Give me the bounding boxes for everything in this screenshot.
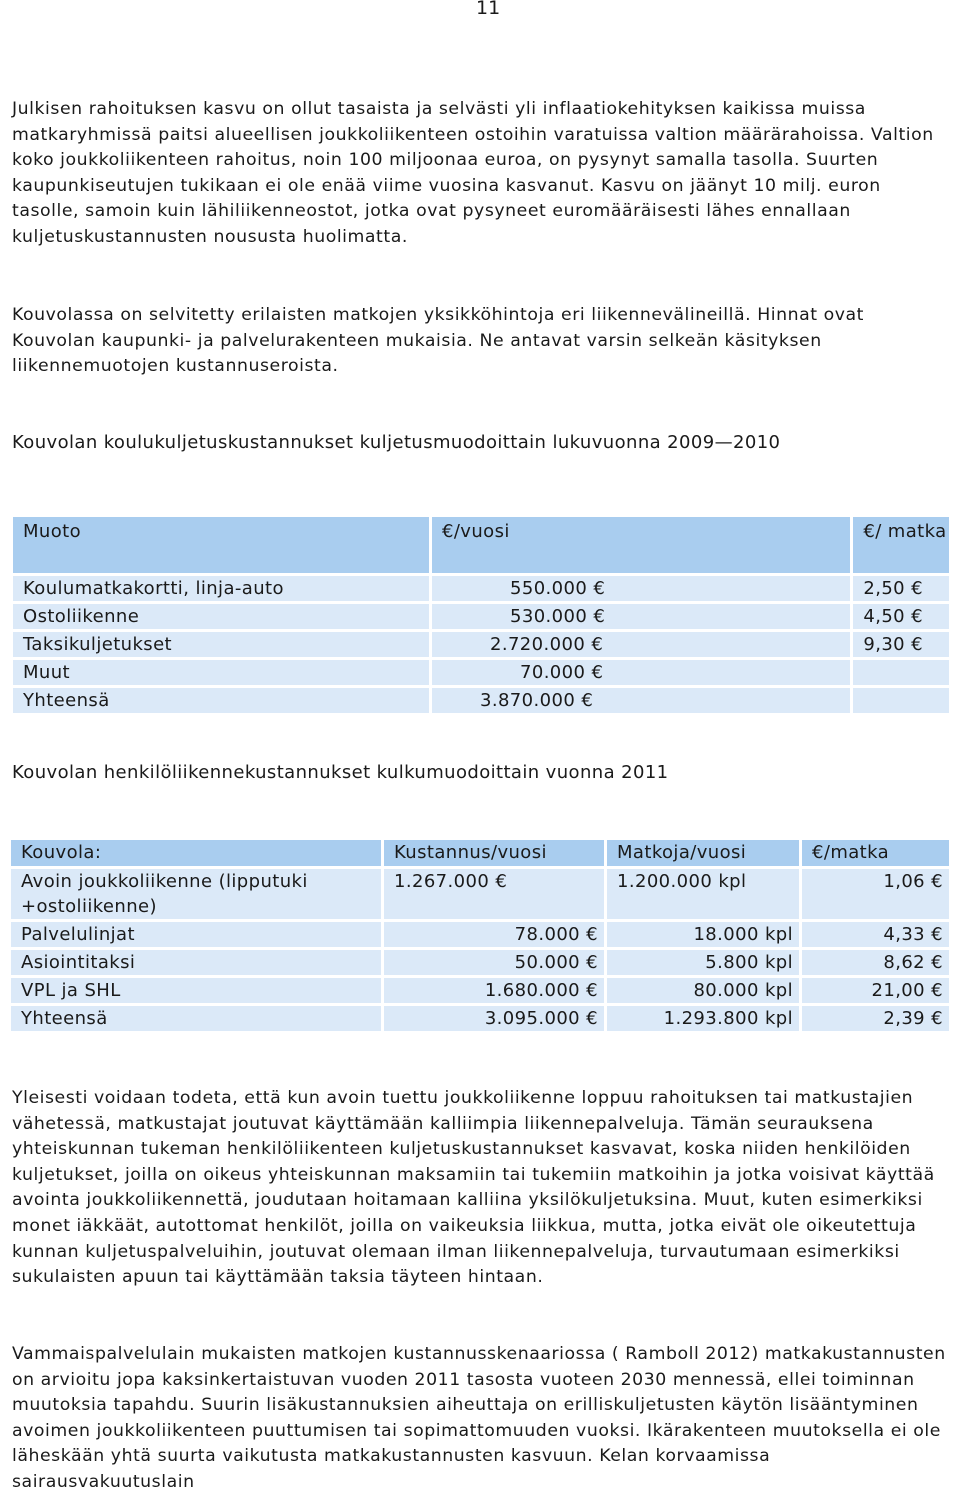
table-cell: 1.267.000 € (384, 869, 604, 919)
table-cell: Koulumatkakortti, linja-auto (13, 576, 429, 601)
table-cell: 3.870.000 € (432, 688, 850, 713)
table-cell: 78.000 € (384, 922, 604, 947)
table-cell: 70.000 € (432, 660, 850, 685)
table-cell: Avoin joukkoliikenne (lipputuki +ostoliikenne) (11, 869, 381, 919)
table-header-row (13, 517, 949, 573)
paragraph-unit-prices: Kouvolassa on selvitetty erilaisten matkojen yksikköhintoja eri liikennevälineillä. Hinnat ovat Kouvolan kaupunki- ja palvelurakenteen mukaisia. Ne antavat varsin selkeän käsityksen liikennemuotojen kustannuseroista. (12, 305, 864, 377)
table-row (11, 922, 949, 947)
table-row (11, 950, 949, 975)
table-cell: Ostoliikenne (13, 604, 429, 629)
table-cell: 1.200.000 kpl (607, 869, 799, 919)
paragraph-general: Yleisesti voidaan todeta, että kun avoin tuettu joukkoliikenne loppuu rahoituksen tai matkustajien vähetessä, matkustajat joutuvat käyttämään kalliimpia liikennepalveluja. Tämän seurauksena yhteiskunnan tukeman henkilöliikenteen kuljetuskustannukset kasvavat, koska niiden henkilöiden kuljetukset, joilla on oikeus yhteiskunnan maksamiin tai tukemiin matkoihin ja jotka voisivat käyttää avointa joukkoliikennettä, joudutaan hoitamaan kalliina yksilökuljetuksina. Muut, kuten esimerkiksi monet iäkkäät, autottomat henkilöt, joilla on vaikeuksia liikkua, mutta, jotka eivät ole oikeutettuja kunnan kuljetuspalveluihin, joutuvat olemaan ilman liikennepalveluja, turvautumaan esimerkiksi sukulaisten apuun tai käyttämään taksia täyteen hintaan. (12, 1088, 935, 1288)
column-header: €/matka (802, 840, 949, 866)
table-row (11, 1006, 949, 1031)
table-cell: 50.000 € (384, 950, 604, 975)
table-cell (853, 660, 949, 685)
table-cell: 21,00 € (802, 978, 949, 1003)
table-cell: 1,06 € (802, 869, 949, 919)
table-row (13, 576, 949, 601)
table-cell: Muut (13, 660, 429, 685)
table-cell: 4,50 € (853, 604, 949, 629)
school-transport-costs-table (10, 514, 952, 716)
table-cell: 1.293.800 kpl (607, 1006, 799, 1031)
table-cell: 8,62 € (802, 950, 949, 975)
table-cell (853, 688, 949, 713)
table-cell: Yhteensä (11, 1006, 381, 1031)
column-header: €/vuosi (432, 517, 850, 573)
table-cell: 2,50 € (853, 576, 949, 601)
table-cell: VPL ja SHL (11, 978, 381, 1003)
table-cell: 1.680.000 € (384, 978, 604, 1003)
passenger-transport-costs-table (8, 837, 952, 1034)
table1-title: Kouvolan koulukuljetuskustannukset kuljetusmuodoittain lukuvuonna 2009—2010 (12, 432, 781, 453)
table-cell: Palvelulinjat (11, 922, 381, 947)
table-cell: 2.720.000 € (432, 632, 850, 657)
table-header-row (11, 840, 949, 866)
table-cell: Yhteensä (13, 688, 429, 713)
table-row (13, 632, 949, 657)
table-row (11, 869, 949, 919)
table-row (13, 604, 949, 629)
column-header: Matkoja/vuosi (607, 840, 799, 866)
table-cell: 530.000 € (432, 604, 850, 629)
table-cell: Taksikuljetukset (13, 632, 429, 657)
table2-title: Kouvolan henkilöliikennekustannukset kulkumuodoittain vuonna 2011 (12, 762, 669, 783)
page-number: 11 (476, 0, 501, 19)
table-cell: 5.800 kpl (607, 950, 799, 975)
table-cell: 4,33 € (802, 922, 949, 947)
table-row (11, 978, 949, 1003)
table-cell: 550.000 € (432, 576, 850, 601)
column-header: Kustannus/vuosi (384, 840, 604, 866)
column-header: Muoto (13, 517, 429, 573)
table-cell: 2,39 € (802, 1006, 949, 1031)
column-header: Kouvola: (11, 840, 381, 866)
table-row (13, 660, 949, 685)
paragraph-disability-services: Vammaispalvelulain mukaisten matkojen kustannusskenaariossa ( Ramboll 2012) matkakustannusten on arvioitu jopa kaksinkertaistuvan vuoden 2011 tasosta vuoteen 2030 mennessä, ellei toiminnan muutoksia tapahdu. Suurin lisäkustannuksien aiheuttaja on erilliskuljetusten käytön lisääntyminen avoimen joukkoliikenteen puuttumisen tai sopimattomuuden vuoksi. Ikärakenteen muutoksella ei ole läheskään yhtä suurta vaikutusta matkakustannusten kasvuun. Kelan korvaamissa sairausvakuutuslain (12, 1344, 946, 1492)
table-cell: Asiointitaksi (11, 950, 381, 975)
table-cell: 9,30 € (853, 632, 949, 657)
column-header: €/ matka (853, 517, 949, 573)
table-cell: 80.000 kpl (607, 978, 799, 1003)
table-cell: 3.095.000 € (384, 1006, 604, 1031)
table-row (13, 688, 949, 713)
table-cell: 18.000 kpl (607, 922, 799, 947)
paragraph-funding: Julkisen rahoituksen kasvu on ollut tasaista ja selvästi yli inflaatiokehityksen kaikissa muissa matkaryhmissä paitsi alueellisen joukkoliikenteen ostoihin varatuissa valtion määrärahoissa. Valtion koko joukkoliikenteen rahoitus, noin 100 miljoonaa euroa, on pysynyt samalla tasolla. Suurten kaupunkiseutujen tukikaan ei ole enää viime vuosina kasvanut. Kasvu on jäänyt 10 milj. euron tasolle, samoin kuin lähiliikenneostot, jotka ovat pysyneet euromääräisesti lähes ennallaan kuljetuskustannusten noususta huolimatta. (12, 99, 934, 247)
